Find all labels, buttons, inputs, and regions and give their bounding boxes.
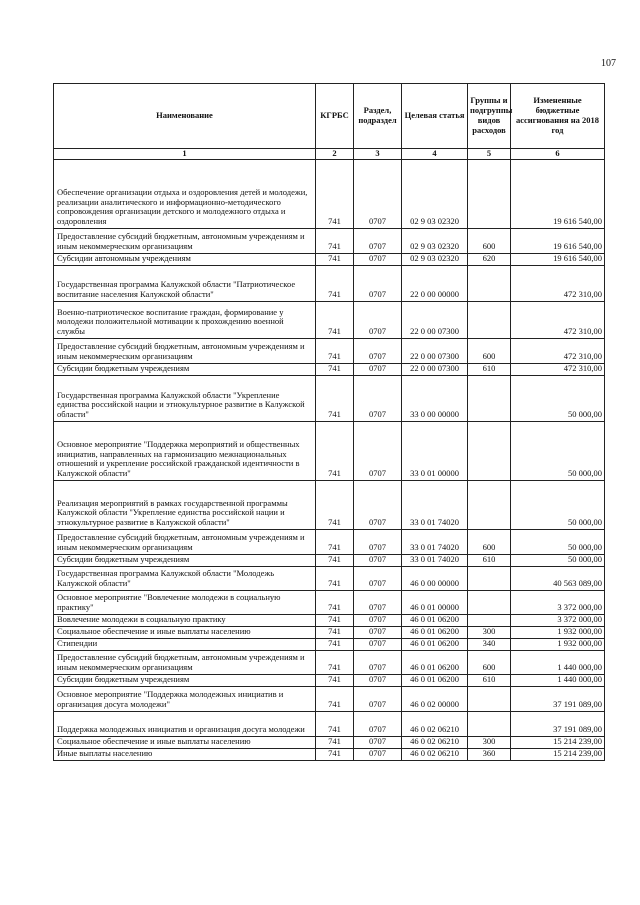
row-expense-group: 620: [468, 254, 511, 266]
row-amount: 37 191 089,00: [511, 712, 605, 737]
row-amount: 19 616 540,00: [511, 229, 605, 254]
row-expense-group: 610: [468, 555, 511, 567]
row-amount: 50 000,00: [511, 481, 605, 530]
row-kgrbs: 741: [316, 481, 354, 530]
row-amount: 19 616 540,00: [511, 254, 605, 266]
row-amount: 40 563 089,00: [511, 567, 605, 591]
row-kgrbs: 741: [316, 615, 354, 627]
row-section: 0707: [354, 737, 402, 749]
table-row: [54, 639, 605, 651]
row-section: 0707: [354, 651, 402, 675]
row-section: 0707: [354, 530, 402, 555]
row-name: Стипендии: [54, 639, 316, 651]
header-name: Наименование: [54, 84, 316, 149]
row-target-article: 46 0 02 06210: [402, 712, 468, 737]
row-section: 0707: [354, 302, 402, 339]
row-target-article: 22 0 00 00000: [402, 266, 468, 302]
row-name: Социальное обеспечение и иные выплаты населению: [54, 737, 316, 749]
row-kgrbs: 741: [316, 749, 354, 761]
column-number: 5: [468, 149, 511, 160]
table-row: [54, 749, 605, 761]
row-section: 0707: [354, 254, 402, 266]
row-section: 0707: [354, 627, 402, 639]
row-kgrbs: 741: [316, 555, 354, 567]
row-target-article: 46 0 01 06200: [402, 675, 468, 687]
row-kgrbs: 741: [316, 687, 354, 712]
row-kgrbs: 741: [316, 160, 354, 229]
column-number: 2: [316, 149, 354, 160]
row-target-article: 22 0 00 07300: [402, 302, 468, 339]
row-expense-group: [468, 591, 511, 615]
row-target-article: 46 0 02 06210: [402, 737, 468, 749]
row-section: 0707: [354, 266, 402, 302]
row-kgrbs: 741: [316, 376, 354, 422]
row-target-article: 02 9 03 02320: [402, 229, 468, 254]
table-body: [54, 160, 605, 761]
row-kgrbs: 741: [316, 530, 354, 555]
table-row: [54, 737, 605, 749]
row-target-article: 33 0 01 00000: [402, 422, 468, 481]
row-name: Предоставление субсидий бюджетным, автономным учреждениям и иным некоммерческим организациям: [54, 651, 316, 675]
row-target-article: 46 0 01 06200: [402, 615, 468, 627]
row-target-article: 46 0 00 00000: [402, 567, 468, 591]
table-row: [54, 615, 605, 627]
row-section: 0707: [354, 339, 402, 364]
row-expense-group: 360: [468, 749, 511, 761]
row-expense-group: [468, 302, 511, 339]
column-number: 6: [511, 149, 605, 160]
row-amount: 3 372 000,00: [511, 615, 605, 627]
table-row: [54, 254, 605, 266]
header-kgrbs: КГРБС: [316, 84, 354, 149]
table-row: [54, 567, 605, 591]
column-numbers-row: [54, 149, 605, 160]
table-row: [54, 651, 605, 675]
header-row: [54, 84, 605, 149]
row-target-article: 33 0 01 74020: [402, 481, 468, 530]
row-amount: 50 000,00: [511, 555, 605, 567]
row-name: Иные выплаты населению: [54, 749, 316, 761]
page-number: 107: [601, 58, 616, 69]
row-expense-group: [468, 712, 511, 737]
row-kgrbs: 741: [316, 422, 354, 481]
row-amount: 19 616 540,00: [511, 160, 605, 229]
row-name: Социальное обеспечение и иные выплаты населению: [54, 627, 316, 639]
row-amount: 472 310,00: [511, 339, 605, 364]
row-section: 0707: [354, 376, 402, 422]
row-kgrbs: 741: [316, 254, 354, 266]
row-section: 0707: [354, 591, 402, 615]
row-section: 0707: [354, 422, 402, 481]
header-amount: Измененные бюджетные ассигнования на 2018 год: [511, 84, 605, 149]
row-kgrbs: 741: [316, 737, 354, 749]
row-section: 0707: [354, 749, 402, 761]
table-row: [54, 591, 605, 615]
row-kgrbs: 741: [316, 639, 354, 651]
row-kgrbs: 741: [316, 591, 354, 615]
table-row: [54, 530, 605, 555]
table-row: [54, 687, 605, 712]
row-name: Реализация мероприятий в рамках государственной программы Калужской области "Укрепление единства российской нации и этнокультурное развитие в Калужской области": [54, 481, 316, 530]
row-section: 0707: [354, 639, 402, 651]
row-name: Основное мероприятие "Вовлечение молодежи в социальную практику": [54, 591, 316, 615]
row-kgrbs: 741: [316, 339, 354, 364]
table-row: [54, 555, 605, 567]
table-row: [54, 364, 605, 376]
row-expense-group: [468, 422, 511, 481]
row-section: 0707: [354, 364, 402, 376]
row-amount: 472 310,00: [511, 364, 605, 376]
row-amount: 15 214 239,00: [511, 749, 605, 761]
row-name: Государственная программа Калужской области "Патриотическое воспитание населения Калужской области": [54, 266, 316, 302]
row-target-article: 02 9 03 02320: [402, 160, 468, 229]
row-name: Субсидии бюджетным учреждениям: [54, 364, 316, 376]
header-target: Целевая статья: [402, 84, 468, 149]
row-expense-group: 340: [468, 639, 511, 651]
row-kgrbs: 741: [316, 364, 354, 376]
row-target-article: 46 0 01 06200: [402, 627, 468, 639]
row-target-article: 46 0 02 06210: [402, 749, 468, 761]
row-expense-group: 610: [468, 675, 511, 687]
row-expense-group: [468, 615, 511, 627]
row-section: 0707: [354, 229, 402, 254]
row-amount: 1 440 000,00: [511, 675, 605, 687]
row-expense-group: 610: [468, 364, 511, 376]
row-target-article: 46 0 02 00000: [402, 687, 468, 712]
row-target-article: 33 0 01 74020: [402, 530, 468, 555]
row-kgrbs: 741: [316, 651, 354, 675]
column-number: 1: [54, 149, 316, 160]
row-target-article: 02 9 03 02320: [402, 254, 468, 266]
row-kgrbs: 741: [316, 627, 354, 639]
row-name: Поддержка молодежных инициатив и организация досуга молодежи: [54, 712, 316, 737]
row-kgrbs: 741: [316, 266, 354, 302]
table-row: [54, 160, 605, 229]
row-section: 0707: [354, 687, 402, 712]
row-expense-group: [468, 481, 511, 530]
table-row: [54, 376, 605, 422]
row-amount: 15 214 239,00: [511, 737, 605, 749]
table-row: [54, 627, 605, 639]
row-expense-group: [468, 160, 511, 229]
row-name: Предоставление субсидий бюджетным, автономным учреждениям и иным некоммерческим организациям: [54, 229, 316, 254]
row-name: Государственная программа Калужской области "Молодежь Калужской области": [54, 567, 316, 591]
table-row: [54, 339, 605, 364]
row-expense-group: [468, 266, 511, 302]
row-target-article: 22 0 00 07300: [402, 364, 468, 376]
row-kgrbs: 741: [316, 675, 354, 687]
row-amount: 37 191 089,00: [511, 687, 605, 712]
row-section: 0707: [354, 712, 402, 737]
row-kgrbs: 741: [316, 712, 354, 737]
row-expense-group: 300: [468, 627, 511, 639]
header-groups: Группы и подгруппы видов расходов: [468, 84, 511, 149]
row-expense-group: 600: [468, 651, 511, 675]
row-expense-group: 600: [468, 339, 511, 364]
budget-table: [53, 83, 605, 761]
row-amount: 50 000,00: [511, 376, 605, 422]
row-name: Субсидии бюджетным учреждениям: [54, 555, 316, 567]
row-name: Основное мероприятие "Поддержка молодежных инициатив и организация досуга молодежи": [54, 687, 316, 712]
row-name: Предоставление субсидий бюджетным, автономным учреждениям и иным некоммерческим организациям: [54, 339, 316, 364]
row-name: Обеспечение организации отдыха и оздоровления детей и молодежи, реализации аналитического и информационно-методического сопровождения организации детского и молодежного отдыха и оздоровления: [54, 160, 316, 229]
row-amount: 472 310,00: [511, 302, 605, 339]
row-expense-group: [468, 567, 511, 591]
row-kgrbs: 741: [316, 567, 354, 591]
row-section: 0707: [354, 481, 402, 530]
row-target-article: 22 0 00 07300: [402, 339, 468, 364]
row-amount: 472 310,00: [511, 266, 605, 302]
row-section: 0707: [354, 555, 402, 567]
table-row: [54, 712, 605, 737]
row-target-article: 33 0 00 00000: [402, 376, 468, 422]
row-name: Государственная программа Калужской области "Укрепление единства российской нации и этнокультурное развитие в Калужской области": [54, 376, 316, 422]
table-row: [54, 302, 605, 339]
row-expense-group: [468, 376, 511, 422]
row-amount: 3 372 000,00: [511, 591, 605, 615]
row-name: Вовлечение молодежи в социальную практику: [54, 615, 316, 627]
row-section: 0707: [354, 615, 402, 627]
row-amount: 1 932 000,00: [511, 627, 605, 639]
header-section: Раздел, подраздел: [354, 84, 402, 149]
row-expense-group: 600: [468, 229, 511, 254]
row-target-article: 46 0 01 06200: [402, 651, 468, 675]
row-name: Основное мероприятие "Поддержка мероприятий и общественных инициатив, направленных на гармонизацию межнациональных отношений и укрепление российской гражданской идентичности в Калужской области": [54, 422, 316, 481]
table-row: [54, 229, 605, 254]
table-row: [54, 481, 605, 530]
table-row: [54, 266, 605, 302]
row-target-article: 33 0 01 74020: [402, 555, 468, 567]
row-section: 0707: [354, 160, 402, 229]
row-amount: 1 932 000,00: [511, 639, 605, 651]
row-target-article: 46 0 01 06200: [402, 639, 468, 651]
row-expense-group: 600: [468, 530, 511, 555]
row-name: Субсидии автономным учреждениям: [54, 254, 316, 266]
row-name: Предоставление субсидий бюджетным, автономным учреждениям и иным некоммерческим организациям: [54, 530, 316, 555]
row-amount: 1 440 000,00: [511, 651, 605, 675]
row-expense-group: 300: [468, 737, 511, 749]
row-name: Военно-патриотическое воспитание граждан, формирование у молодежи положительной мотивации к прохождению военной службы: [54, 302, 316, 339]
row-name: Субсидии бюджетным учреждениям: [54, 675, 316, 687]
row-section: 0707: [354, 567, 402, 591]
row-kgrbs: 741: [316, 302, 354, 339]
row-amount: 50 000,00: [511, 530, 605, 555]
row-amount: 50 000,00: [511, 422, 605, 481]
table-row: [54, 422, 605, 481]
column-number: 4: [402, 149, 468, 160]
row-kgrbs: 741: [316, 229, 354, 254]
table-row: [54, 675, 605, 687]
row-expense-group: [468, 687, 511, 712]
row-target-article: 46 0 01 00000: [402, 591, 468, 615]
column-number: 3: [354, 149, 402, 160]
row-section: 0707: [354, 675, 402, 687]
